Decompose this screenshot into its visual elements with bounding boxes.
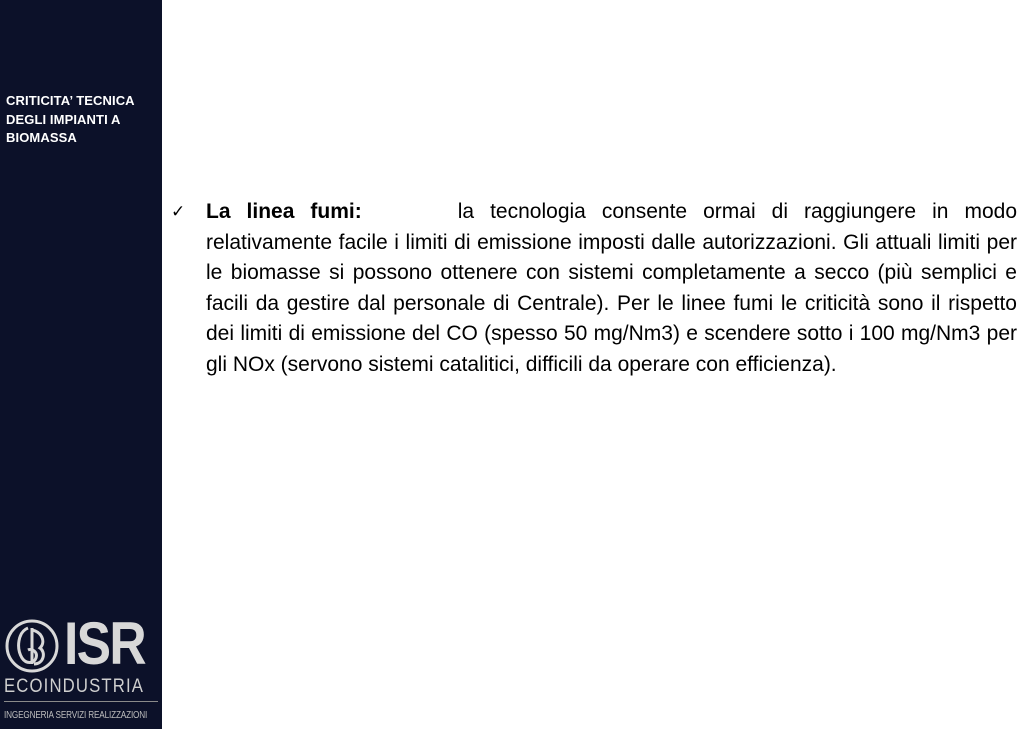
isr-emblem-icon (4, 618, 60, 674)
checkmark-icon: ✓ (171, 202, 186, 222)
logo-ecoindustria-text: ECOINDUSTRIA (4, 676, 145, 697)
logo-divider (4, 701, 158, 702)
isr-ecoindustria-logo (0, 612, 162, 729)
sidebar (0, 0, 162, 729)
logo-isr-text: ISR (64, 610, 145, 677)
bullet-body: la tecnologia consente ormai di raggiungere in modo relativamente facile i limiti di emissione imposti dalle autorizzazioni. Gli attuali limiti per le biomasse si possono ottenere con sistemi completamente a secco (più semplici e facili da gestire dal personale di Centrale). Per le linee fumi le criticità sono il rispetto dei limiti di emissione del CO (spesso 50 mg/Nm3) e scendere sotto i 100 mg/Nm3 per gli NOx (servono sistemi catalitici, difficili da operare con efficienza). (206, 200, 1017, 376)
bullet-label: La linea fumi: (206, 200, 362, 223)
bullet-paragraph (206, 197, 1017, 380)
section-title: CRITICITA’ TECNICA DEGLI IMPIANTI A BIOMASSA (6, 93, 135, 145)
logo-tagline: INGEGNERIA SERVIZI REALIZZAZIONI (4, 710, 148, 721)
